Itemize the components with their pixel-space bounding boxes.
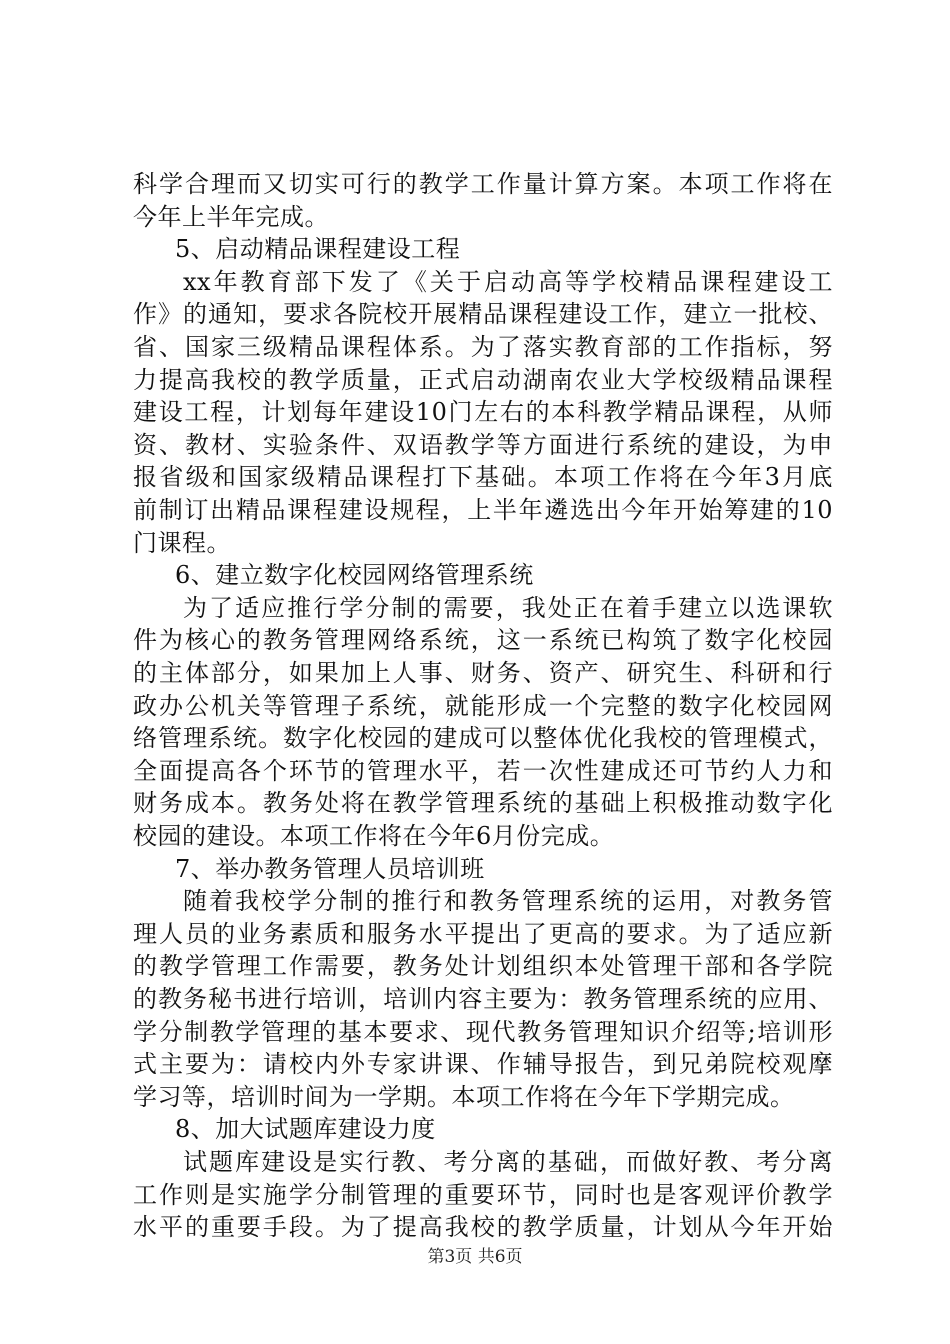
text-line: 全面提高各个环节的管理水平，若一次性建成还可节约人力和 xyxy=(133,756,833,785)
text-line: 试题库建设是实行教、考分离的基础，而做好教、考分离 xyxy=(183,1148,833,1176)
text-line: xx年教育部下发了《关于启动高等学校精品课程建设工 xyxy=(183,267,833,296)
text-line: 报省级和国家级精品课程打下基础。本项工作将在今年3月底 xyxy=(133,463,833,492)
text-line: 学习等，培训时间为一学期。本项工作将在今年下学期完成。 xyxy=(133,1082,795,1111)
text-line: 件为核心的教务管理网络系统，这一系统已构筑了数字化校园 xyxy=(133,626,833,655)
text-line: 的教学管理工作需要，教务处计划组织本处管理干部和各学院 xyxy=(133,952,833,981)
text-line: 工作则是实施学分制管理的重要环节，同时也是客观评价教学 xyxy=(133,1180,833,1209)
text-line: 络管理系统。数字化校园的建成可以整体优化我校的管理模式， xyxy=(133,724,833,753)
section-heading: 8、加大试题库建设力度 xyxy=(175,1115,436,1144)
text-line: 水平的重要手段。为了提高我校的教学质量，计划从今年开始 xyxy=(133,1213,833,1242)
text-line: 今年上半年完成。 xyxy=(133,202,329,231)
text-line: 式主要为：请校内外专家讲课、作辅导报告，到兄弟院校观摩 xyxy=(133,1050,833,1079)
text-line: 前制订出精品课程建设规程，上半年遴选出今年开始筹建的10 xyxy=(133,496,833,524)
section-heading: 5、启动精品课程建设工程 xyxy=(175,235,461,264)
text-line: 财务成本。教务处将在教学管理系统的基础上积极推动数字化 xyxy=(133,789,833,818)
text-line: 随着我校学分制的推行和教务管理系统的运用，对教务管 xyxy=(183,887,833,916)
text-line: 省、国家三级精品课程体系。为了落实教育部的工作指标，努 xyxy=(133,333,833,361)
section-heading: 7、举办教务管理人员培训班 xyxy=(175,854,485,883)
text-line: 政办公机关等管理子系统，就能形成一个完整的数字化校园网 xyxy=(133,691,833,720)
text-line: 校园的建设。本项工作将在今年6月份完成。 xyxy=(133,822,615,850)
text-line: 的主体部分，如果加上人事、财务、资产、研究生、科研和行 xyxy=(133,659,833,687)
text-line: 学分制教学管理的基本要求、现代教务管理知识介绍等;培训形 xyxy=(133,1017,833,1046)
section-heading: 6、建立数字化校园网络管理系统 xyxy=(175,561,534,590)
text-line: 建设工程，计划每年建设10门左右的本科教学精品课程，从师 xyxy=(133,398,833,427)
text-line: 为了适应推行学分制的需要，我处正在着手建立以选课软 xyxy=(183,593,833,622)
text-line: 作》的通知，要求各院校开展精品课程建设工作，建立一批校、 xyxy=(133,300,833,329)
text-line: 科学合理而又切实可行的教学工作量计算方案。本项工作将在 xyxy=(133,170,833,198)
text-line: 力提高我校的教学质量，正式启动湖南农业大学校级精品课程 xyxy=(133,365,833,394)
page-footer: 第3页 共6页 xyxy=(427,1247,523,1267)
text-line: 的教务秘书进行培训，培训内容主要为：教务管理系统的应用、 xyxy=(133,985,833,1013)
text-line: 资、教材、实验条件、双语教学等方面进行系统的建设，为申 xyxy=(133,430,833,459)
text-line: 门课程。 xyxy=(133,528,231,557)
text-line: 理人员的业务素质和服务水平提出了更高的要求。为了适应新 xyxy=(133,919,833,948)
